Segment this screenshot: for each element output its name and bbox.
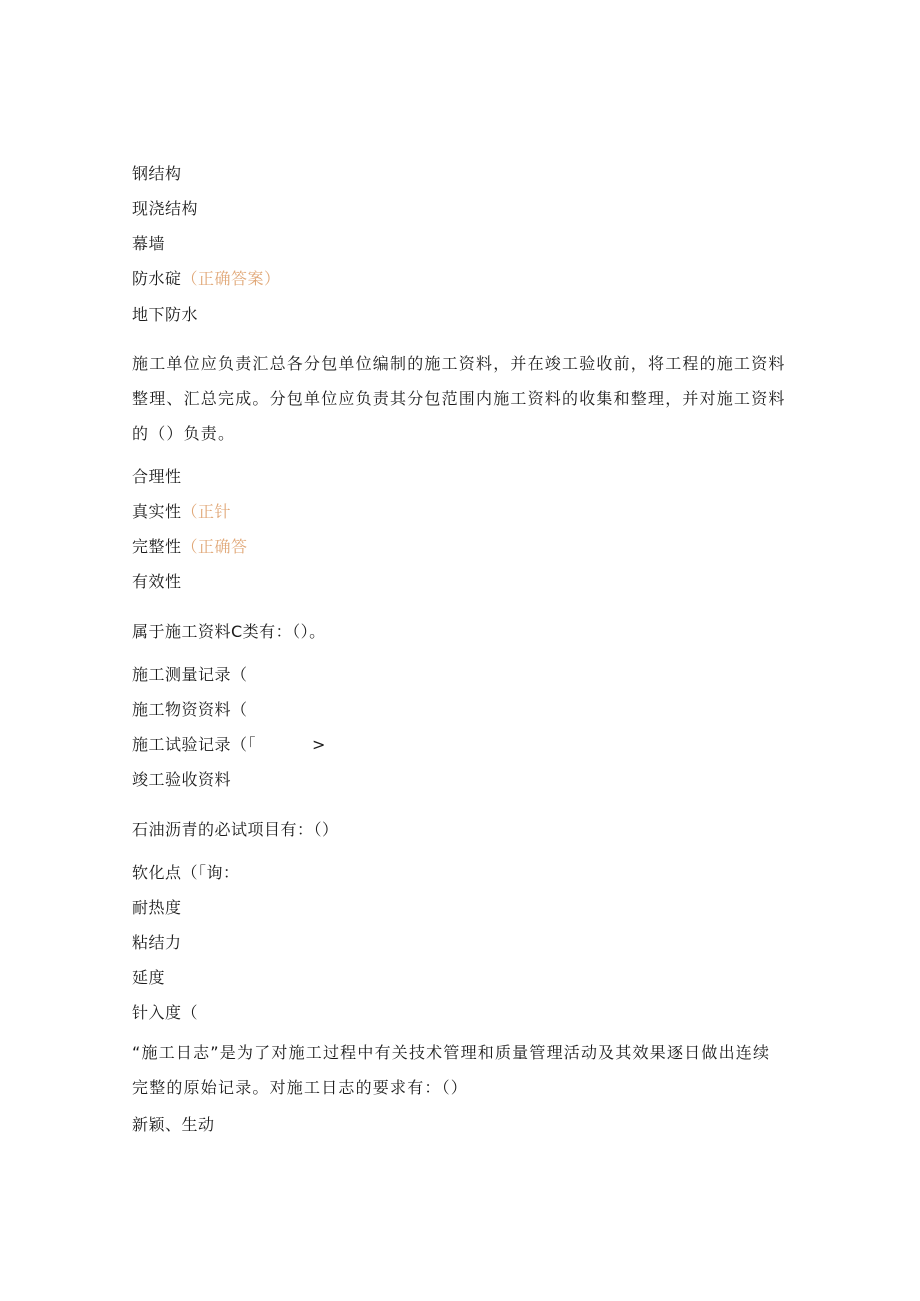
q3-option-3-tail: >: [312, 735, 326, 754]
q4-option-1: 软化点（「询：: [132, 863, 240, 882]
q2-option-2: [132, 502, 231, 522]
q1-option-4-answer-note: （正确答案）: [181, 269, 281, 288]
q1-option-4-text: 防水碇: [132, 269, 182, 288]
q3-option-1: 施工测量记录（: [132, 665, 248, 684]
q5-stem-line-1: “施工日志”是为了对施工过程中有关技术管理和质量管理活动及其效果逐日做出连续: [132, 1043, 771, 1062]
q3-option-3: [132, 735, 326, 755]
q2-option-2-text: 真实性: [132, 502, 182, 521]
q2-option-1: 合理性: [132, 467, 182, 486]
q3-option-3-text: 施工试验记录（「: [132, 735, 257, 754]
q2-option-4: 有效性: [132, 572, 182, 591]
q2-option-3-answer-note: （正确答: [181, 537, 248, 556]
q3-option-4: 竣工验收资料: [132, 770, 232, 789]
q1-option-1: 钢结构: [132, 164, 182, 183]
q1-option-3: 幕墙: [132, 234, 166, 253]
q2-stem-line-1: 施工单位应负责汇总各分包单位编制的施工资料，并在竣工验收前，将工程的施工资料: [132, 354, 786, 373]
q5-option-1: 新颖、生动: [132, 1115, 215, 1134]
q3-option-2: 施工物资资料（: [132, 700, 248, 719]
q2-option-3-text: 完整性: [132, 537, 182, 556]
q3-stem: 属于施工资料C类有：（）。: [132, 622, 326, 641]
q1-option-2: 现浇结构: [132, 199, 199, 218]
q4-option-2: 耐热度: [132, 898, 182, 917]
q4-stem: 石油沥青的必试项目有：（）: [132, 820, 339, 839]
q4-option-4: 延度: [132, 968, 166, 987]
q2-option-3: [132, 537, 248, 557]
q1-option-5: 地下防水: [132, 305, 199, 324]
q2-stem-line-2: 整理、汇总完成。分包单位应负责其分包范围内施工资料的收集和整理，并对施工资料: [132, 389, 786, 408]
q1-option-4: [132, 269, 281, 289]
q2-stem-line-3: 的（）负责。: [132, 424, 236, 443]
q5-stem-line-2: 完整的原始记录。对施工日志的要求有：（）: [132, 1078, 469, 1097]
q2-option-2-answer-note: （正针: [181, 502, 232, 521]
q4-option-5: 针入度（: [132, 1003, 199, 1022]
q4-option-3: 粘结力: [132, 933, 182, 952]
